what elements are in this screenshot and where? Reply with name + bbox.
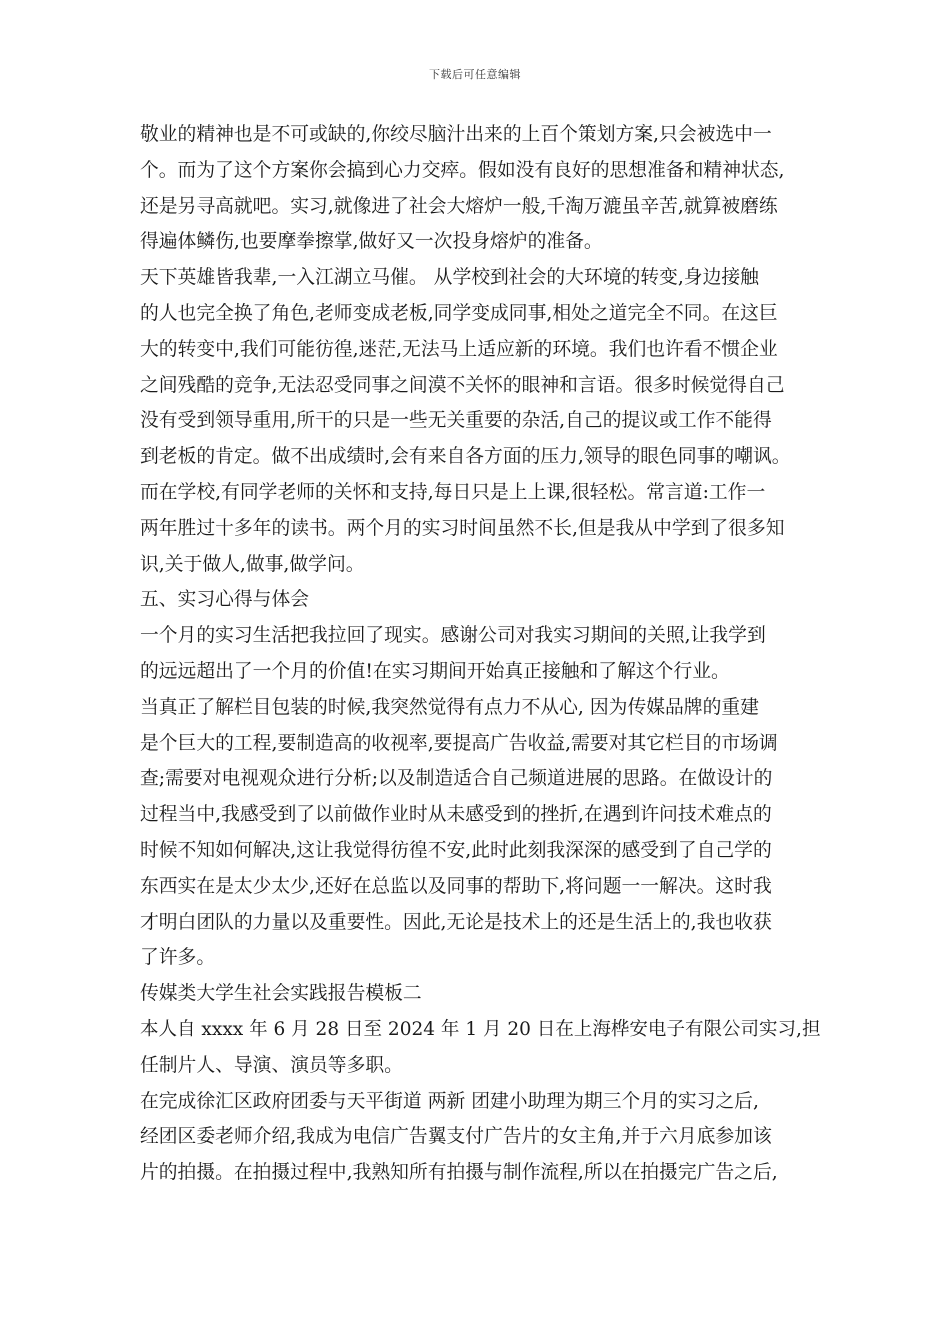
text-line: 在完成徐汇区政府团委与天平街道 两新 团建小助理为期三个月的实习之后, <box>140 1090 759 1112</box>
document-body <box>140 117 820 1191</box>
text-line: 之间残酷的竞争,无法忍受同事之间漠不关怀的眼神和言语。很多时候觉得自己 <box>140 374 785 396</box>
text-line: 五、实习心得与体会 <box>140 589 310 611</box>
text-line: 当真正了解栏目包装的时候,我突然觉得有点力不从心, 因为传媒品牌的重建 <box>140 696 759 718</box>
text-line: 而在学校,有同学老师的关怀和支持,每日只是上上课,很轻松。常言道:工作一 <box>140 481 766 503</box>
text-line: 片的拍摄。在拍摄过程中,我熟知所有拍摄与制作流程,所以在拍摄完广告之后, <box>140 1162 778 1184</box>
text-line: 东西实在是太少太少,还好在总监以及同事的帮助下,将问题一一解决。这时我 <box>140 875 772 897</box>
page-header: 下载后可任意编辑 <box>429 68 521 81</box>
text-line: 传媒类大学生社会实践报告模板二 <box>140 983 422 1005</box>
text-line: 天下英雄皆我辈,一入江湖立马催。 从学校到社会的大环境的转变,身边接触 <box>140 267 759 289</box>
text-line: 过程当中,我感受到了以前做作业时从未感受到的挫折,在遇到许问技术难点的 <box>140 804 772 826</box>
text-line: 大的转变中,我们可能彷徨,迷茫,无法马上适应新的环境。我们也许看不惯企业 <box>140 338 778 360</box>
text-line: 的远远超出了一个月的价值!在实习期间开始真正接触和了解这个行业。 <box>140 660 730 682</box>
text-line: 时候不知如何解决,这让我觉得彷徨不安,此时此刻我深深的感受到了自己学的 <box>140 839 772 861</box>
text-line: 敬业的精神也是不可或缺的,你绞尽脑汁出来的上百个策划方案,只会被选中一 <box>140 124 772 145</box>
text-line: 个。而为了这个方案你会搞到心力交瘁。假如没有良好的思想准备和精神状态, <box>140 159 785 181</box>
text-line: 才明白团队的力量以及重要性。因此,无论是技术上的还是生活上的,我也收获 <box>140 911 772 933</box>
text-line: 没有受到领导重用,所干的只是一些无关重要的杂活,自己的提议或工作不能得 <box>140 410 772 432</box>
text-line: 本人自 xxxx 年 6 月 28 日至 2024 年 1 月 20 日在上海桦安电子有限公司实习,担 <box>140 1018 821 1040</box>
text-line: 任制片人、导演、演员等多职。 <box>140 1054 403 1076</box>
text-line: 的人也完全换了角色,老师变成老板,同学变成同事,相处之道完全不同。在这巨 <box>140 302 778 324</box>
text-line: 经团区委老师介绍,我成为电信广告翼支付广告片的女主角,并于六月底参加该 <box>140 1126 772 1148</box>
text-line: 两年胜过十多年的读书。两个月的实习时间虽然不长,但是我从中学到了很多知 <box>140 517 785 539</box>
text-line: 了许多。 <box>140 947 216 969</box>
text-line: 一个月的实习生活把我拉回了现实。感谢公司对我实习期间的关照,让我学到 <box>140 625 766 647</box>
text-line: 查;需要对电视观众进行分析;以及制造适合自己频道进展的思路。在做设计的 <box>140 768 773 790</box>
text-line: 还是另寻高就吧。实习,就像进了社会大熔炉一般,千淘万漉虽辛苦,就算被磨练 <box>140 195 778 217</box>
text-line: 得遍体鳞伤,也要摩拳擦掌,做好又一次投身熔炉的准备。 <box>140 231 603 253</box>
text-line: 识,关于做人,做事,做学问。 <box>140 553 365 575</box>
text-line: 到老板的肯定。做不出成绩时,会有来自各方面的压力,领导的眼色同事的嘲讽。 <box>140 446 791 468</box>
text-line: 是个巨大的工程,要制造高的收视率,要提高广告收益,需要对其它栏目的市场调 <box>140 732 778 754</box>
